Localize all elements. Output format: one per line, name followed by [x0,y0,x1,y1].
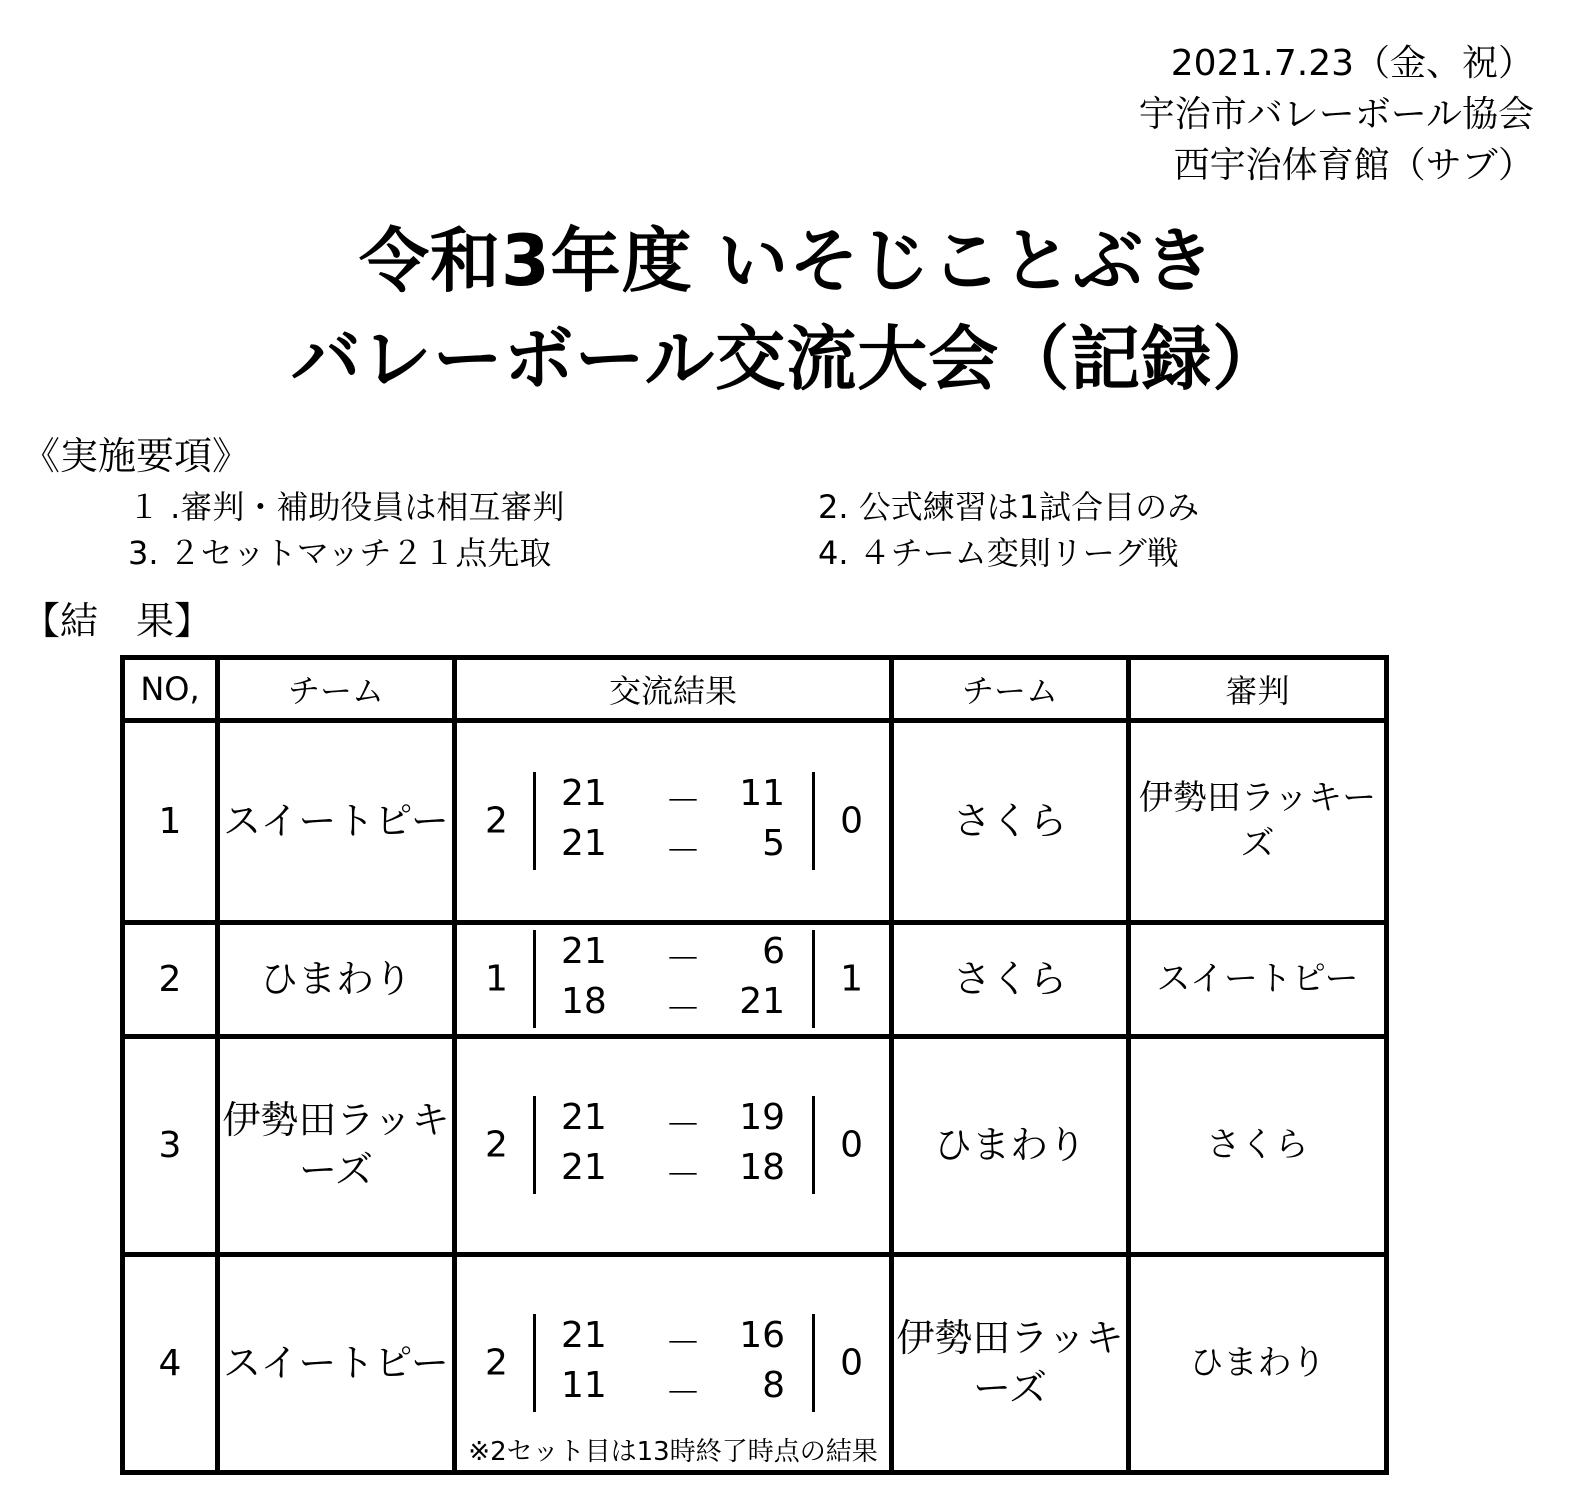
referee: スイートピー [1129,922,1387,1036]
divider-right [812,772,815,870]
set-2-points-a: 11 [561,1365,607,1407]
set-1-points-b: 6 [762,931,785,973]
set-2-points-a: 21 [561,1147,607,1189]
result-note: ※2セット目は13時終了時点の結果 [468,1437,878,1467]
score-dash: － [665,939,702,981]
table-row [123,1036,1387,1254]
set-2-score [457,1147,889,1197]
set-1-points-b: 16 [739,1315,785,1357]
set-2-points-b: 8 [762,1365,785,1407]
match-number: 4 [123,1254,218,1472]
guideline-item: １ .審判・補助役員は相互審判 [128,488,565,526]
referee: さくら [1129,1036,1387,1254]
set-1-score [457,1315,889,1365]
set-2-score [457,1365,889,1415]
set-2-points-b: 21 [739,981,785,1023]
match-result [455,1254,892,1472]
match-number: 2 [123,922,218,1036]
page-title [0,212,1574,408]
sets-won-b: 0 [840,1342,863,1384]
title-line-1: 令和3年度 いそじことぶき [358,220,1216,302]
team-b: 伊勢田ラッキーズ [892,1254,1129,1472]
sets-won-b: 0 [840,1124,863,1166]
set-1-score [457,931,889,981]
match-result [455,721,892,923]
set-2-score [457,981,889,1031]
team-b: ひまわり [892,1036,1129,1254]
set-2-points-b: 5 [762,823,785,865]
divider-right [812,930,815,1028]
referee: 伊勢田ラッキーズ [1129,721,1387,923]
organizer: 宇治市バレーボール協会 [1138,94,1534,135]
column-header-result: 交流結果 [455,658,892,721]
set-2-points-b: 18 [739,1147,785,1189]
set-1-points-b: 11 [739,773,785,815]
set-1-points-a: 21 [561,1315,607,1357]
results-table [120,655,1389,1475]
table-row [123,721,1387,923]
team-a: ひまわり [218,922,455,1036]
divider-right [812,1314,815,1412]
date: 2021.7.23（金、祝） [1170,43,1534,84]
set-2-points-a: 18 [561,981,607,1023]
divider-right [812,1096,815,1194]
match-number: 1 [123,721,218,923]
set-1-score [457,1097,889,1147]
sets-won-a: 1 [485,958,508,1000]
set-2-score [457,823,889,873]
column-header-team-a: チーム [218,658,455,721]
team-a: 伊勢田ラッキーズ [218,1036,455,1254]
set-1-points-a: 21 [561,773,607,815]
referee: ひまわり [1129,1254,1387,1472]
sets-won-b: 0 [840,800,863,842]
guidelines-heading: 《実施要項》 [22,434,251,478]
table-row [123,922,1387,1036]
team-a: スイートピー [218,721,455,923]
team-b: さくら [892,721,1129,923]
score-dash: － [665,989,702,1031]
table-header-row [123,658,1387,721]
guideline-item: 4. ４チーム変則リーグ戦 [818,534,1179,572]
set-2-points-a: 21 [561,823,607,865]
sets-won-a: 2 [485,1124,508,1166]
score-dash: － [665,1155,702,1197]
score-dash: － [665,1105,702,1147]
results-heading: 【結 果】 [22,599,213,643]
match-result [455,922,892,1036]
guideline-item: 2. 公式練習は1試合目のみ [818,488,1200,526]
title-line-2: バレーボール交流大会（記録） [290,318,1284,400]
table-row [123,1254,1387,1472]
set-1-points-b: 19 [739,1097,785,1139]
venue: 西宇治体育館（サブ） [1173,145,1534,186]
column-header-no: NO, [123,658,218,721]
team-b: さくら [892,922,1129,1036]
guideline-item: 3. ２セットマッチ２１点先取 [128,534,552,572]
set-1-score [457,773,889,823]
sets-won-a: 2 [485,1342,508,1384]
match-number: 3 [123,1036,218,1254]
score-dash: － [665,1323,702,1365]
column-header-referee: 審判 [1129,658,1387,721]
set-1-points-a: 21 [561,931,607,973]
column-header-team-b: チーム [892,658,1129,721]
document-header [1139,38,1534,191]
match-result [455,1036,892,1254]
set-1-points-a: 21 [561,1097,607,1139]
score-dash: － [665,781,702,823]
sets-won-a: 2 [485,800,508,842]
sets-won-b: 1 [840,958,863,1000]
score-dash: － [665,831,702,873]
score-dash: － [665,1373,702,1415]
team-a: スイートピー [218,1254,455,1472]
